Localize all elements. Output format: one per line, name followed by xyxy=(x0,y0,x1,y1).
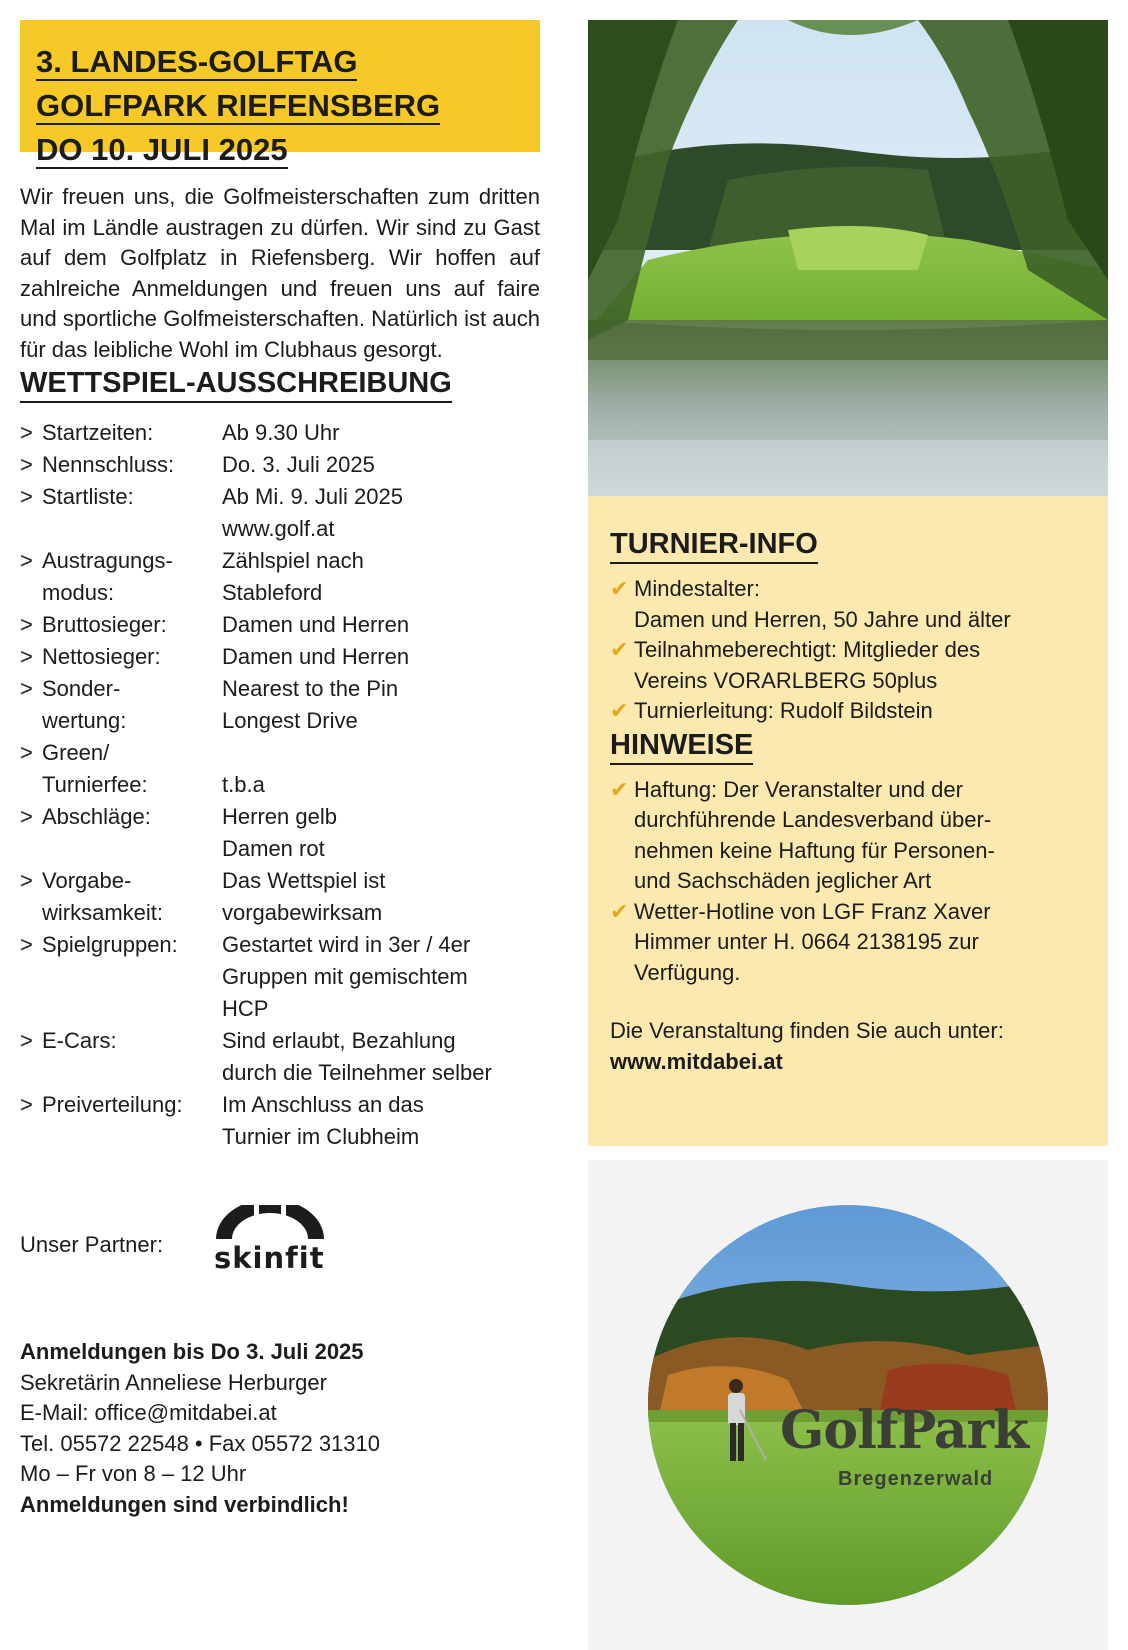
spec-row xyxy=(20,865,540,929)
spec-arrow-icon: > xyxy=(20,548,33,573)
spec-row xyxy=(20,609,540,641)
spec-key: Spielgruppen: xyxy=(42,932,178,957)
check-item xyxy=(610,696,1088,727)
turnier-info-heading: TURNIER-INFO xyxy=(610,526,818,564)
spec-key: Abschläge: xyxy=(42,804,151,829)
hinweise-list xyxy=(610,775,1088,989)
spec-row xyxy=(20,545,540,609)
spec-value: Damen und Herren xyxy=(222,612,410,637)
checkmark-icon: ✔ xyxy=(610,776,629,802)
spec-value: Herren gelb Damen rot xyxy=(222,804,337,861)
spec-key: Preiverteilung: xyxy=(42,1092,183,1117)
spec-key: Nennschluss: xyxy=(42,452,175,477)
spec-key: E-Cars: xyxy=(42,1028,117,1053)
spec-arrow-icon: > xyxy=(20,420,33,445)
skinfit-logo xyxy=(210,1205,330,1285)
spec-row xyxy=(20,737,540,801)
tournament-spec-list xyxy=(20,417,540,1153)
title-line-1: 3. LANDES-GOLFTAG xyxy=(36,44,358,79)
spec-value: Do. 3. Juli 2025 xyxy=(222,452,375,477)
contact-block xyxy=(20,1337,540,1520)
spec-value: Damen und Herren xyxy=(222,644,410,669)
spec-value: Nearest to the Pin Longest Drive xyxy=(222,676,399,733)
spec-row xyxy=(20,449,540,481)
secretary: Sekretärin Anneliese Herburger xyxy=(20,1369,327,1395)
golf-course-lake-photo xyxy=(588,20,1108,496)
check-item xyxy=(610,635,1088,696)
registration-deadline: Anmeldungen bis Do 3. Juli 2025 xyxy=(20,1339,364,1364)
golfpark-logo-word: GolfPark xyxy=(780,1400,1029,1461)
spec-row xyxy=(20,929,540,1025)
spec-arrow-icon: > xyxy=(20,612,33,637)
spec-arrow-icon: > xyxy=(20,644,33,669)
phone-fax: Tel. 05572 22548 • Fax 05572 31310 xyxy=(20,1430,380,1456)
title-line-2: GOLFPARK RIEFENSBERG xyxy=(36,88,441,123)
spec-row xyxy=(20,801,540,865)
spec-key: Startliste: xyxy=(42,484,134,509)
turnier-info-box xyxy=(588,496,1108,1146)
wettspiel-heading: WETTSPIEL-AUSSCHREIBUNG xyxy=(20,365,452,403)
spec-arrow-icon: > xyxy=(20,1092,33,1117)
event-link-text: Die Veranstaltung finden Sie auch unter: xyxy=(610,1018,1004,1043)
spec-value: Ab Mi. 9. Juli 2025 www.golf.at xyxy=(222,484,403,541)
spec-arrow-icon: > xyxy=(20,868,33,893)
intro-paragraph: Wir freuen uns, die Golfmeisterschaften zum dritten Mal im Ländle austragen zu dürfen. Wir sind zu Gast auf dem Golfplatz in Riefensberg. Wir hoffen auf zahlreiche Anmeldungen und freuen uns auf faire und sportliche Golfmeisterschaften. Natürlich ist auch für das leibliche Wohl im Clubhaus gesorgt. xyxy=(20,184,540,362)
golfpark-logo-area xyxy=(588,1160,1108,1650)
golfpark-logo-sub: Bregenzerwald xyxy=(838,1468,994,1490)
spec-row xyxy=(20,1089,540,1153)
skinfit-arc-icon xyxy=(210,1205,330,1245)
spec-arrow-icon: > xyxy=(20,484,33,509)
turnier-info-list xyxy=(610,574,1088,727)
checkmark-icon: ✔ xyxy=(610,576,629,601)
spec-key: Green/ Turnierfee: xyxy=(42,740,148,797)
partner-section xyxy=(20,1205,540,1285)
spec-key: Nettosieger: xyxy=(42,644,161,669)
spec-row xyxy=(20,417,540,449)
spec-key: Startzeiten: xyxy=(42,420,154,445)
check-item-text: Teilnahmeberechtigt: Mitglieder des Vereins VORARLBERG 50plus xyxy=(634,637,981,693)
spec-key: Sonder- wertung: xyxy=(42,676,127,733)
check-item xyxy=(610,775,1088,897)
spec-arrow-icon: > xyxy=(20,804,33,829)
right-column xyxy=(588,20,1108,1650)
check-item-text: Wetter-Hotline von LGF Franz Xaver Himmer unter H. 0664 2138195 zur Verfügung. xyxy=(634,898,991,985)
spec-value: Gestartet wird in 3er / 4er Gruppen mit gemischtem HCP xyxy=(222,932,471,1021)
spec-key: Vorgabe- wirksamkeit: xyxy=(42,868,164,925)
office-hours: Mo – Fr von 8 – 12 Uhr xyxy=(20,1461,247,1486)
spec-arrow-icon: > xyxy=(20,932,33,957)
spec-arrow-icon: > xyxy=(20,676,33,701)
event-title-box xyxy=(20,20,540,167)
event-link-note xyxy=(610,1016,1088,1077)
event-link-url: www.mitdabei.at xyxy=(610,1048,783,1074)
spec-value: t.b.a xyxy=(222,772,265,797)
checkmark-icon: ✔ xyxy=(610,637,629,662)
spec-row xyxy=(20,1025,540,1089)
title-line-3: DO 10. JULI 2025 xyxy=(36,132,288,167)
checkmark-icon: ✔ xyxy=(610,898,629,924)
spec-row xyxy=(20,673,540,737)
spec-row xyxy=(20,641,540,673)
spec-value: Sind erlaubt, Bezahlung durch die Teilnehmer selber xyxy=(222,1028,492,1085)
check-item xyxy=(610,574,1088,635)
spec-value: Im Anschluss an das Turnier im Clubheim xyxy=(222,1092,424,1149)
spec-key: Bruttosieger: xyxy=(42,612,167,637)
left-column xyxy=(20,20,540,1520)
check-item-text: Turnierleitung: Rudolf Bildstein xyxy=(634,698,933,723)
skinfit-logo-text: skinfit xyxy=(214,1241,325,1275)
check-item-text: Mindestalter: Damen und Herren, 50 Jahre und älter xyxy=(634,576,1011,632)
email: E-Mail: office@mitdabei.at xyxy=(20,1400,277,1425)
spec-row xyxy=(20,481,540,545)
check-item xyxy=(610,897,1088,989)
hinweise-heading: HINWEISE xyxy=(610,727,753,765)
spec-arrow-icon: > xyxy=(20,452,33,477)
spec-arrow-icon: > xyxy=(20,740,33,765)
spec-arrow-icon: > xyxy=(20,1028,33,1053)
spec-value: Zählspiel nach Stableford xyxy=(222,548,364,605)
binding-note: Anmeldungen sind verbindlich! xyxy=(20,1491,349,1517)
spec-value: Das Wettspiel ist vorgabewirksam xyxy=(222,868,386,925)
spec-key: Austragungs- modus: xyxy=(42,548,173,605)
partner-label: Unser Partner: xyxy=(20,1232,164,1257)
spec-value: Ab 9.30 Uhr xyxy=(222,420,340,445)
check-item-text: Haftung: Der Veranstalter und der durchführende Landesverband über- nehmen keine Haftung für Personen- und Sachschäden jeglicher Art xyxy=(634,776,995,893)
checkmark-icon: ✔ xyxy=(610,698,629,723)
